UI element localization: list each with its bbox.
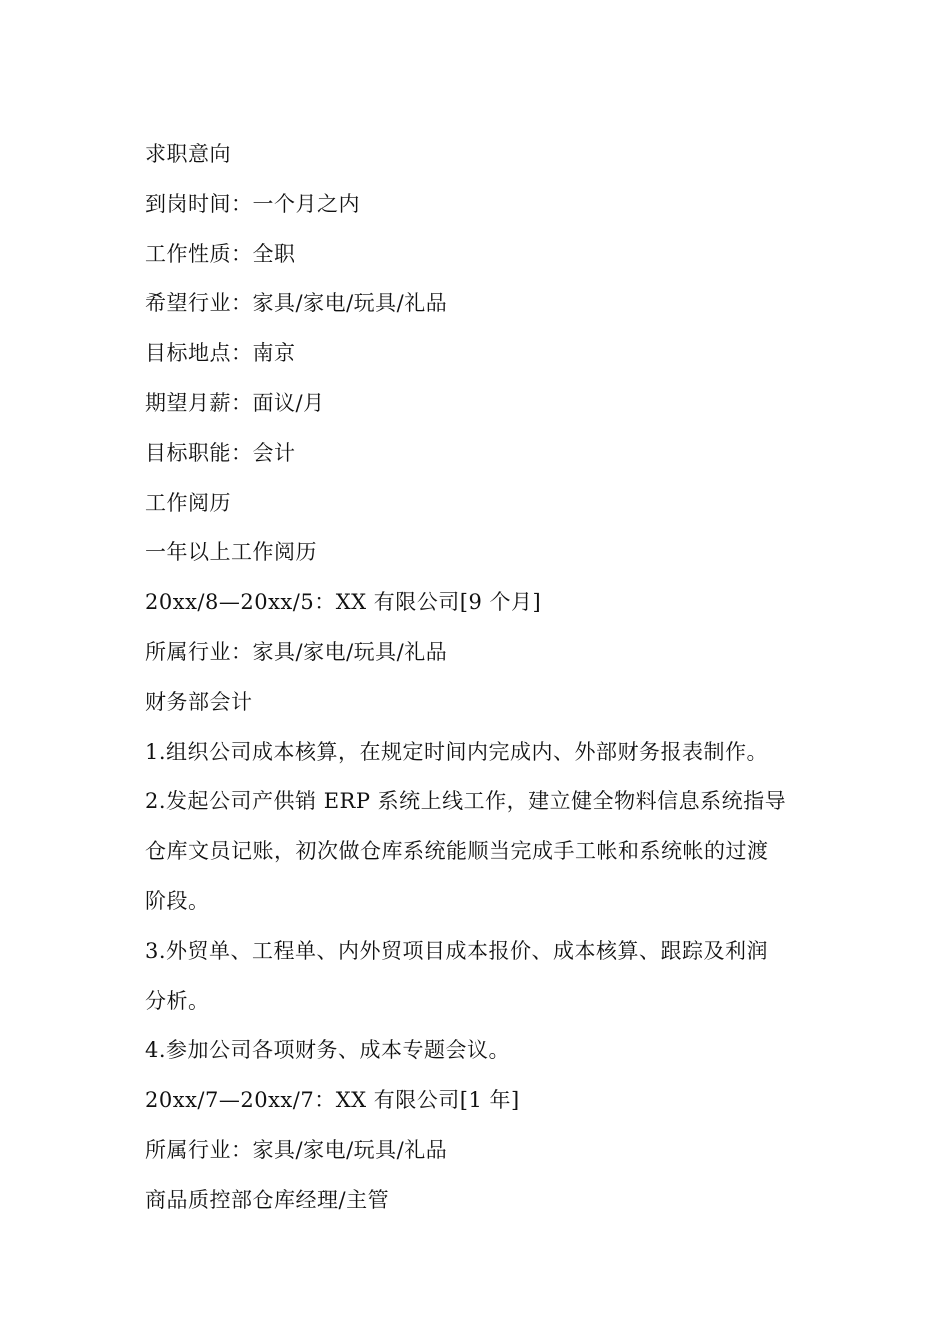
job-2-industry-line: 所属行业：家具/家电/玩具/礼品 [145, 1137, 448, 1162]
experience-summary-line: 一年以上工作阅历 [145, 540, 317, 565]
job-1-duty-2-line-1: 2.发起公司产供销 ERP 系统上线工作，建立健全物料信息系统指导 [145, 789, 787, 814]
job-1-duty-4: 4.参加公司各项财务、成本专题会议。 [145, 1038, 511, 1063]
job-1-title-line: 财务部会计 [145, 689, 253, 714]
job-2-period-line: 20xx/7—20xx/7：XX 有限公司[1 年] [145, 1088, 520, 1113]
job-2-title-line: 商品质控部仓库经理/主管 [145, 1187, 390, 1212]
arrival-time-line: 到岗时间：一个月之内 [145, 191, 360, 216]
section-heading-work-experience: 工作阅历 [145, 490, 231, 515]
document-body [145, 130, 815, 1226]
expected-salary-line: 期望月薪：面议/月 [145, 390, 325, 415]
section-heading-job-intention: 求职意向 [145, 142, 231, 166]
job-1-duty-2-line-3: 阶段。 [145, 888, 210, 913]
job-1-duty-1: 1.组织公司成本核算，在规定时间内完成内、外部财务报表制作。 [145, 739, 769, 764]
target-location-line: 目标地点：南京 [145, 341, 296, 366]
job-1-duty-2-line-2: 仓库文员记账，初次做仓库系统能顺当完成手工帐和系统帐的过渡 [145, 839, 769, 864]
desired-industry-line: 希望行业：家具/家电/玩具/礼品 [145, 291, 448, 316]
job-1-duty-3-line-1: 3.外贸单、工程单、内外贸项目成本报价、成本核算、跟踪及利润 [145, 938, 769, 963]
job-1-period-line: 20xx/8—20xx/5：XX 有限公司[9 个月] [145, 590, 542, 615]
job-1-industry-line: 所属行业：家具/家电/玩具/礼品 [145, 639, 448, 664]
job-1-duty-3-line-2: 分析。 [145, 988, 210, 1013]
target-function-line: 目标职能：会计 [145, 440, 296, 465]
job-type-line: 工作性质：全职 [145, 241, 296, 266]
